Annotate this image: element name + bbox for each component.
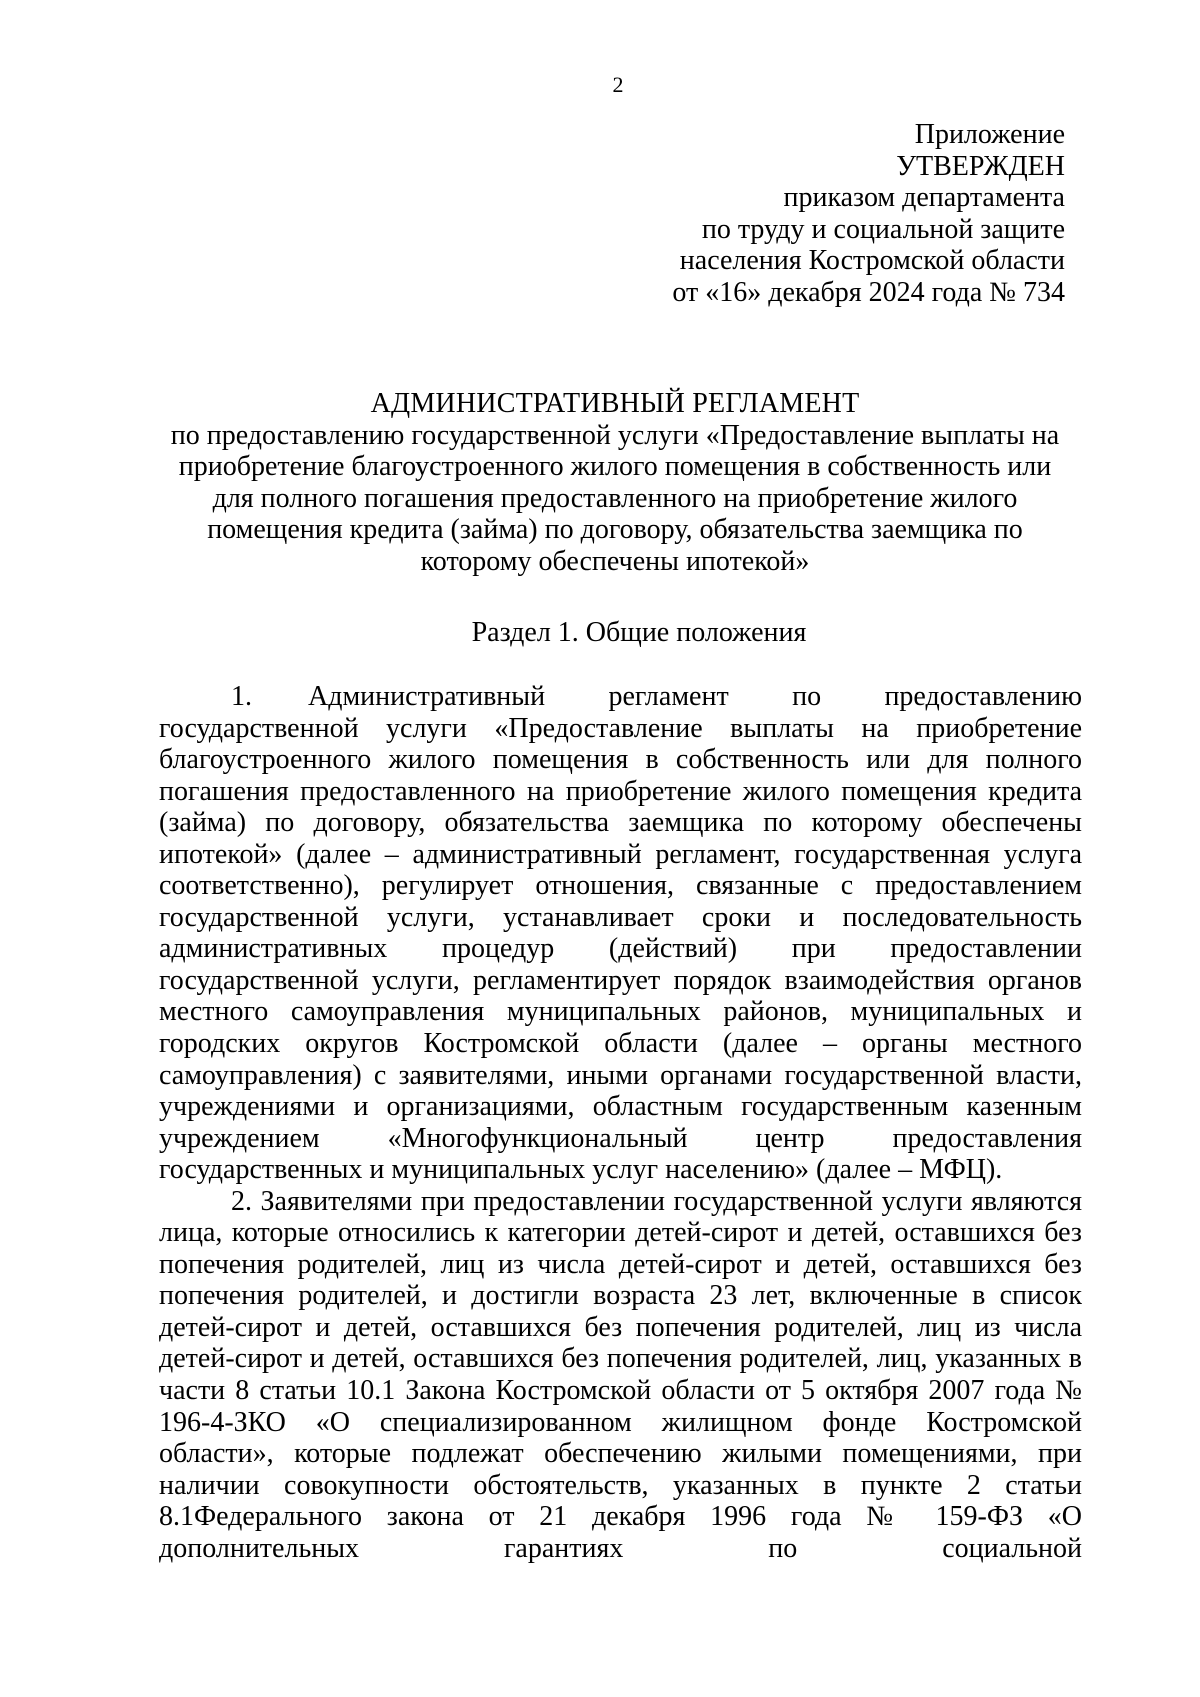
- document-subtitle-line-5: которому обеспечены ипотекой»: [420, 545, 810, 577]
- approval-line-department: по труду и социальной защите: [701, 213, 1065, 245]
- approval-block: [465, 119, 1065, 308]
- section-heading: Раздел 1. Общие положения: [471, 617, 807, 648]
- paragraph-2: 2. Заявителями при предоставлении государственной услуги являются лица, которые относились к категории детей-сирот и детей, оставшихся без попечения родителей, лиц из числа детей-сирот и детей, оставшихся без попечения родителей, и достигли возраста 23 лет, включенные в список детей-сирот и детей, оставшихся без попечения родителей, лиц из числа детей-сирот и детей, оставшихся без попечения родителей, лиц, указанных в части 8 статьи 10.1 Закона Костромской области от 5 октября 2007 года № 196-4-ЗКО «О специализированном жилищном фонде Костромской области», которые подлежат обеспечению жилыми помещениями, при наличии совокупности обстоятельств, указанных в пункте 2 статьи 8.1Федерального закона от 21 декабря 1996 года № 159-ФЗ «О дополнительных гарантиях по социальной: [159, 1185, 1082, 1564]
- page-number: 2: [612, 72, 624, 97]
- approval-line-approved: УТВЕРЖДЕН: [896, 150, 1065, 182]
- approval-line-appendix: Приложение: [914, 119, 1065, 150]
- approval-line-date-number: от «16» декабря 2024 года № 734: [672, 276, 1065, 308]
- document-subtitle-line-4: помещения кредита (займа) по договору, обязательства заемщика по: [207, 514, 1023, 545]
- document-subtitle-line-2: приобретение благоустроенного жилого помещения в собственность или: [178, 451, 1052, 482]
- paragraph-1: 1. Административный регламент по предоставлению государственной услуги «Предоставление выплаты на приобретение благоустроенного жилого помещения в собственность или для полного погашения предоставленного на приобретение жилого помещения кредита (займа) по договору, обязательства заемщика по которому обеспечены ипотекой» (далее – административный регламент, государственная услуга соответственно), регулирует отношения, связанные с предоставлением государственной услуги, устанавливает сроки и последовательность административных процедур (действий) при предоставлении государственной услуги, регламентирует порядок взаимодействия органов местного самоуправления муниципальных районов, муниципальных и городских округов Костромской области (далее – органы местного самоуправления) с заявителями, иными органами государственной власти, учреждениями и организациями, областным государственным казенным учреждением «Многофункциональный центр предоставления государственных и муниципальных услуг населению» (далее – МФЦ).: [159, 681, 1082, 1186]
- approval-line-region: населения Костромской области: [679, 245, 1065, 276]
- document-body: [159, 681, 1082, 1564]
- document-subtitle-line-3: для полного погашения предоставленного на приобретение жилого: [212, 482, 1018, 514]
- approval-line-order: приказом департамента: [783, 182, 1065, 213]
- document-subtitle-line-1: по предоставлению государственной услуги «Предоставление выплаты на: [170, 419, 1060, 451]
- document-title: АДМИНИСТРАТИВНЫЙ РЕГЛАМЕНТ: [370, 388, 860, 419]
- document-title-block: [160, 388, 1070, 577]
